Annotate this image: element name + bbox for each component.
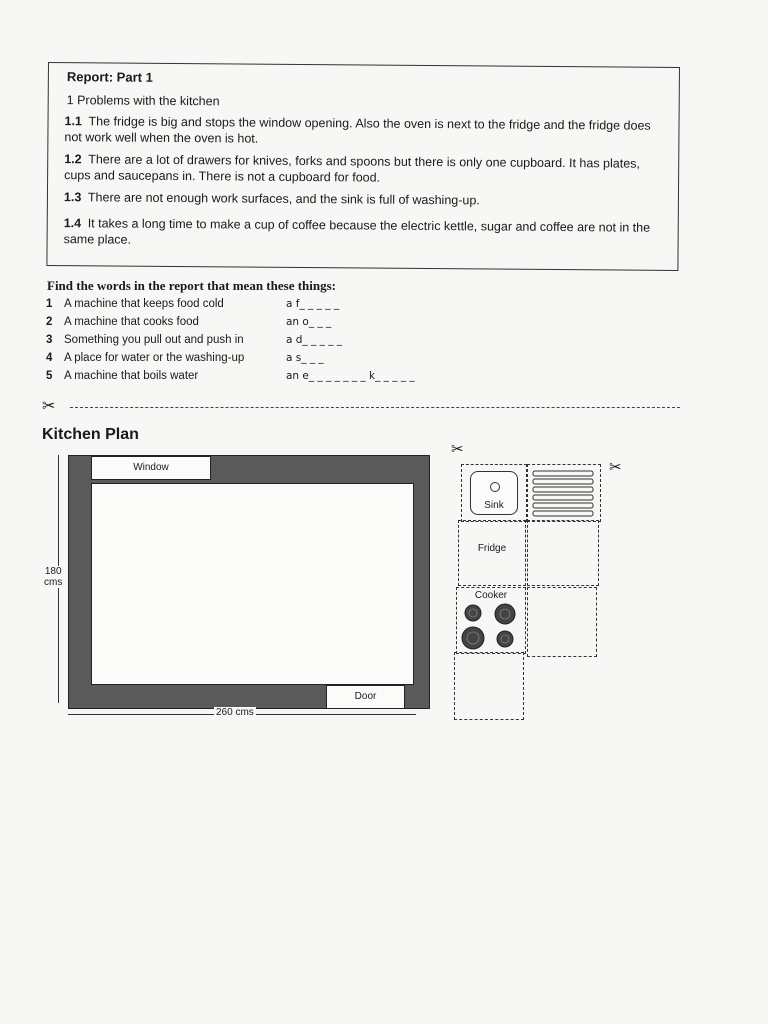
fridge-cutout[interactable] (458, 520, 526, 586)
task-question: A place for water or the washing-up (64, 352, 245, 364)
task-row (46, 298, 466, 316)
fridge-label: Fridge (477, 543, 507, 554)
scissors-icon: ✂ (42, 398, 56, 415)
report-title: Report: Part 1 (66, 69, 153, 85)
plan-title: Kitchen Plan (42, 426, 139, 443)
report-box (46, 62, 680, 271)
scissors-icon: ✂ (609, 459, 622, 476)
task-answer-blank[interactable]: a f_ _ _ _ _ (286, 298, 340, 310)
task-answer-blank[interactable]: an e_ _ _ _ _ _ _ k_ _ _ _ _ (286, 370, 415, 382)
report-item (64, 151, 664, 188)
window: Window (91, 456, 211, 480)
report-item-number: 1.4 (63, 216, 82, 231)
task-number: 4 (46, 352, 53, 364)
height-unit: cms (44, 577, 63, 588)
report-item (64, 189, 664, 210)
cooker-label: Cooker (474, 590, 508, 601)
scissors-icon: ✂ (451, 441, 464, 458)
height-dimension-label (44, 566, 62, 588)
task-title: Find the words in the report that mean these things: (47, 278, 337, 293)
report-heading: 1 Problems with the kitchen (66, 93, 220, 109)
worktop-cutout[interactable] (527, 587, 597, 657)
task-row (46, 352, 466, 370)
hob-rings-icon (459, 602, 523, 652)
sink-icon (470, 471, 518, 515)
task-question: Something you pull out and push in (64, 334, 244, 346)
task-number: 5 (46, 370, 53, 382)
sink-cutout[interactable] (461, 464, 527, 522)
task-row (46, 334, 466, 352)
task-answer-blank[interactable]: a d_ _ _ _ _ (286, 334, 343, 346)
drawers-cutout[interactable] (527, 464, 601, 522)
height-value: 180 (44, 566, 62, 577)
task-number: 2 (46, 316, 53, 328)
report-item-text: It takes a long time to make a cup of coffee because the electric kettle, sugar and coffee are not in the same place. (63, 216, 651, 247)
door: Door (326, 685, 405, 709)
report-item-text: The fridge is big and stops the window opening. Also the oven is next to the fridge and the fridge does not work well when the oven is hot. (64, 114, 651, 146)
task-row (46, 316, 466, 334)
report-item (64, 113, 664, 150)
report-item-number: 1.3 (63, 190, 82, 205)
cupboard-cutout[interactable] (454, 652, 524, 720)
report-item-text: There are not enough work surfaces, and the sink is full of washing-up. (87, 190, 480, 208)
task-question: A machine that boils water (64, 370, 199, 382)
report-item (64, 215, 664, 252)
room-floor (91, 483, 414, 685)
report-item-number: 1.1 (64, 114, 82, 129)
cut-line (70, 407, 680, 408)
drain-icon (490, 482, 500, 492)
task-number: 1 (46, 298, 53, 310)
task-question: A machine that cooks food (64, 316, 199, 328)
report-item-number: 1.2 (64, 152, 82, 167)
cooker-cutout[interactable] (456, 587, 526, 654)
task-row (46, 370, 466, 388)
task-answer-blank[interactable]: an o_ _ _ (286, 316, 332, 328)
sink-label: Sink (484, 500, 504, 511)
width-dimension-label: 260 cms (216, 707, 254, 718)
cupboard-cutout[interactable] (527, 520, 599, 586)
task-question: A machine that keeps food cold (64, 298, 224, 310)
task-answer-blank[interactable]: a s_ _ _ (286, 352, 324, 364)
report-item-text: There are a lot of drawers for knives, forks and spoons but there is only one cupboard. It has plates, cups and saucepans in. There is not a cupboard for food. (64, 152, 640, 185)
task-number: 3 (46, 334, 53, 346)
drawer-lines-icon (532, 469, 596, 517)
